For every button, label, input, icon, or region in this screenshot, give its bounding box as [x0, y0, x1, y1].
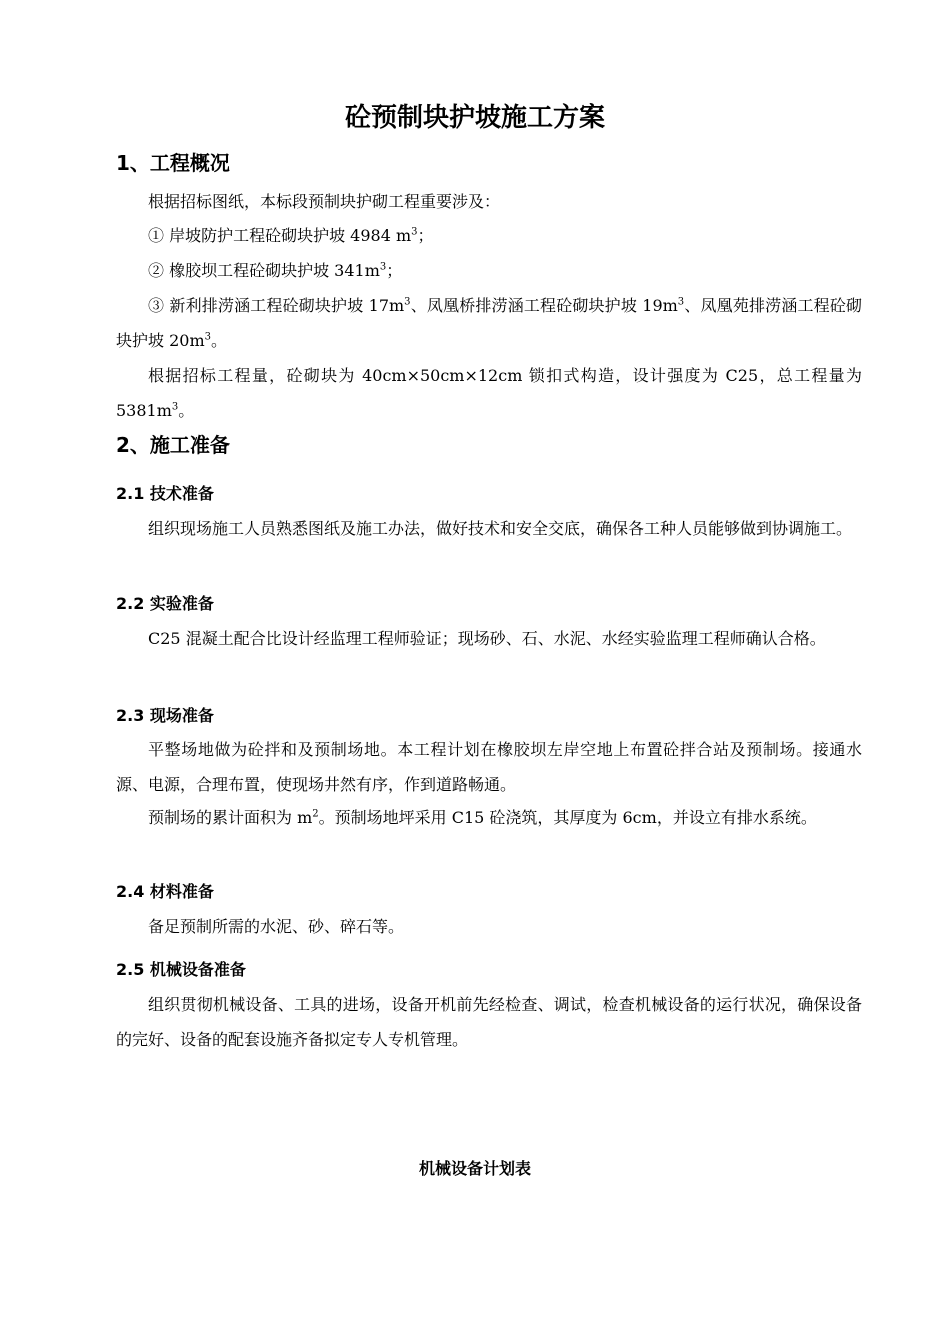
subheading-material: 2.4 材料准备 — [116, 882, 214, 901]
paragraph-overview-intro: 根据招标图纸，本标段预制块护砌工程重要涉及： — [148, 192, 501, 211]
paragraph-material: 备足预制所需的水泥、砂、碎石等。 — [148, 917, 405, 936]
subheading-experiment: 2.2 实验准备 — [116, 594, 214, 613]
section-heading-overview: 1、工程概况 — [116, 151, 230, 175]
paragraph-quantity: 根据招标工程量，砼砌块为 40cm×50cm×12cm 锁扣式构造，设计强度为 C25，总工程量为 $5381m^3$。 — [116, 366, 862, 420]
paragraph-experiment: C25 混凝土配合比设计经监理工程师验证；现场砂、石、水泥、水经实验监理工程师确认合格。 — [148, 629, 826, 648]
table-caption: 机械设备计划表 — [418, 1159, 531, 1178]
document-title: 砼预制块护坡施工方案 — [344, 103, 605, 133]
paragraph-machinery: 组织贯彻机械设备、工具的进场，设备开机前先经检查、调试，检查机械设备的运行状况，确保设备的完好、设备的配套设施齐备拟定专人专机管理。 — [116, 995, 862, 1049]
paragraph-technical: 组织现场施工人员熟悉图纸及施工办法，做好技术和安全交底，确保各工种人员能够做到协调施工。 — [148, 519, 853, 538]
section-heading-preparation: 2、施工准备 — [116, 433, 230, 457]
paragraph-item-2: ② 橡胶坝工程砼砌块护坡 $341m^3$； — [148, 261, 403, 280]
subheading-site: 2.3 现场准备 — [116, 706, 214, 725]
subheading-technical: 2.1 技术准备 — [116, 484, 214, 503]
paragraph-item-3: ③ 新利排涝涵工程砼砌块护坡 $17m^3$、凤凰桥排涝涵工程砼砌块护坡 $19m^3$、凤凰苑排涝涵工程砼砌块护坡 $20m^3$。 — [116, 296, 862, 350]
subheading-machinery: 2.5 机械设备准备 — [116, 960, 246, 979]
paragraph-item-1: ① 岸坡防护工程砼砌块护坡 4984 $m^3$； — [148, 226, 434, 245]
paragraph-site-2: 预制场的累计面积为 $m^2$。预制场地坪采用 C15 砼浇筑，其厚度为 6cm，并设立有排水系统。 — [148, 808, 817, 827]
paragraph-site-1: 平整场地做为砼拌和及预制场地。本工程计划在橡胶坝左岸空地上布置砼拌合站及预制场。接通水源、电源，合理布置，使现场井然有序，作到道路畅通。 — [116, 740, 862, 794]
